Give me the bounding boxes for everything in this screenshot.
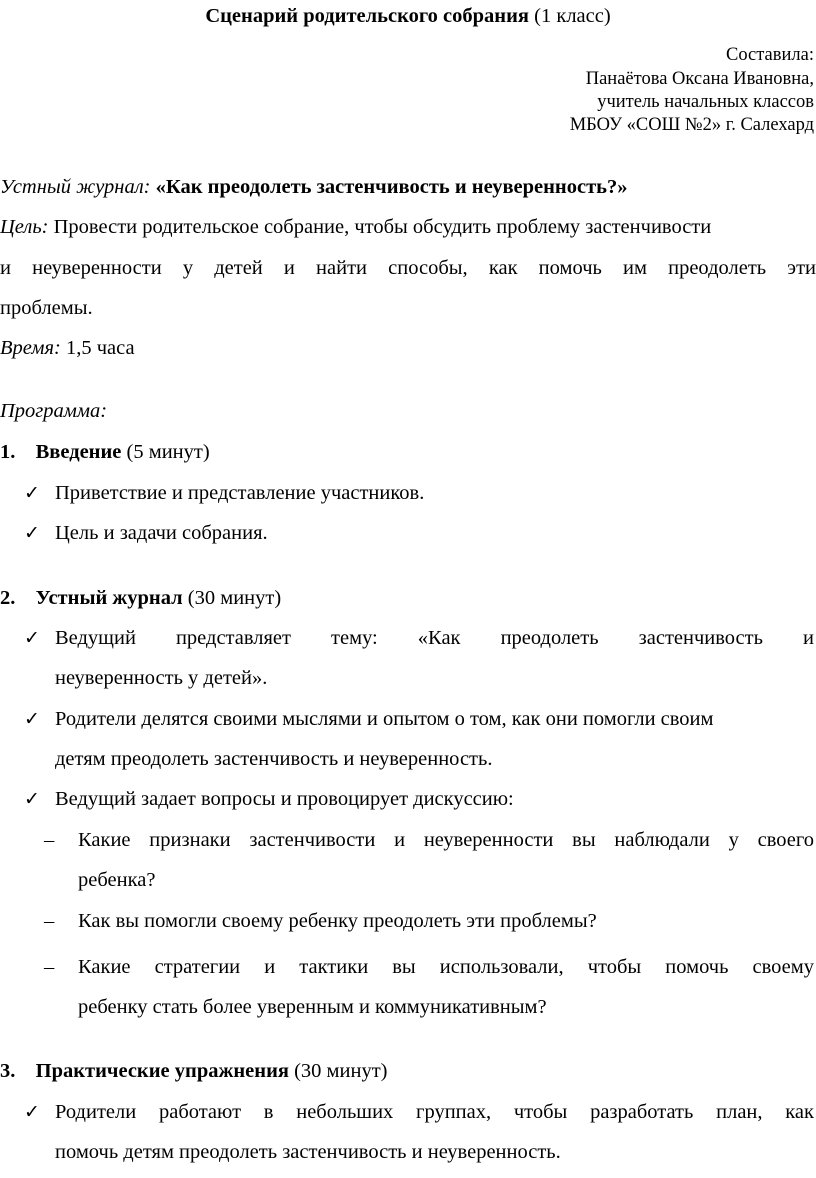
- title-main: Сценарий родительского собрания: [205, 5, 530, 27]
- time-value: 1,5 часа: [65, 337, 135, 359]
- title-grade: (1 класс): [534, 5, 611, 27]
- goal-text-1: Провести родительское собрание, чтобы обсудить проблему застенчивости: [53, 216, 712, 238]
- checkmark-icon: ✓: [24, 1101, 40, 1123]
- section-3-duration: (30 минут): [294, 1060, 388, 1082]
- goal-text-2: и неуверенности у детей и найти способы, как помочь им преодолеть эти: [0, 257, 816, 279]
- goal-text-3: проблемы.: [0, 297, 93, 319]
- sub-list-item: Какие признаки застенчивости и неуверенности вы наблюдали у своего: [78, 829, 814, 851]
- author-school: МБОУ «СОШ №2» г. Салехард: [569, 115, 814, 135]
- section-3-number: 3.: [0, 1060, 16, 1082]
- sub-list-item-continued: ребенку стать более уверенным и коммуникативным?: [78, 996, 547, 1018]
- checkmark-icon: ✓: [24, 522, 40, 544]
- time-line: [0, 336, 135, 360]
- section-1-number: 1.: [0, 441, 16, 463]
- list-item: Ведущий задает вопросы и провоцирует дискуссию:: [55, 788, 514, 810]
- section-2-number: 2.: [0, 587, 16, 609]
- section-2-heading: [0, 586, 281, 610]
- checkmark-icon: ✓: [24, 708, 40, 730]
- list-item: Цель и задачи собрания.: [55, 522, 268, 544]
- list-item: Родители делятся своими мыслями и опытом о том, как они помогли своим: [55, 708, 714, 730]
- author-name: Панаётова Оксана Ивановна,: [585, 69, 814, 89]
- dash-bullet: –: [44, 829, 55, 851]
- journal-line: [0, 175, 628, 199]
- sub-list-item: Какие стратегии и тактики вы использовали, чтобы помочь своему: [78, 956, 814, 978]
- list-item-continued: детям преодолеть застенчивость и неуверенность.: [55, 748, 493, 770]
- checkmark-icon: ✓: [24, 627, 40, 649]
- dash-bullet: –: [44, 956, 55, 978]
- section-1-duration: (5 минут): [126, 441, 210, 463]
- author-label: Составила:: [725, 45, 814, 65]
- section-2-duration: (30 минут): [187, 587, 282, 609]
- section-1-heading: [0, 440, 210, 464]
- program-label-text: Программа:: [0, 400, 108, 422]
- goal-line-1: [0, 215, 711, 239]
- section-3-title: Практические упражнения: [35, 1060, 289, 1082]
- journal-title: «Как преодолеть застенчивость и неуверенность?»: [155, 176, 628, 198]
- list-item: Приветствие и представление участников.: [55, 482, 425, 504]
- program-label: [0, 399, 107, 423]
- author-position: учитель начальных классов: [597, 92, 814, 112]
- sub-list-item-continued: ребенка?: [78, 869, 156, 891]
- list-item-continued: неуверенность у детей».: [55, 667, 268, 689]
- document-title: [0, 4, 816, 28]
- list-item: Ведущий представляет тему: «Как преодолеть застенчивость и: [55, 627, 814, 649]
- dash-bullet: –: [44, 910, 55, 932]
- list-item: Родители работают в небольших группах, чтобы разработать план, как: [55, 1101, 814, 1123]
- section-1-title: Введение: [35, 441, 122, 463]
- checkmark-icon: ✓: [24, 788, 40, 810]
- checkmark-icon: ✓: [24, 482, 40, 504]
- journal-label: Устный журнал:: [0, 176, 151, 198]
- time-label: Время:: [0, 337, 61, 359]
- section-2-title: Устный журнал: [35, 587, 183, 609]
- goal-label: Цель:: [0, 216, 49, 238]
- sub-list-item: Как вы помогли своему ребенку преодолеть эти проблемы?: [78, 910, 597, 932]
- section-3-heading: [0, 1059, 388, 1083]
- list-item-continued: помочь детям преодолеть застенчивость и неуверенность.: [55, 1141, 561, 1163]
